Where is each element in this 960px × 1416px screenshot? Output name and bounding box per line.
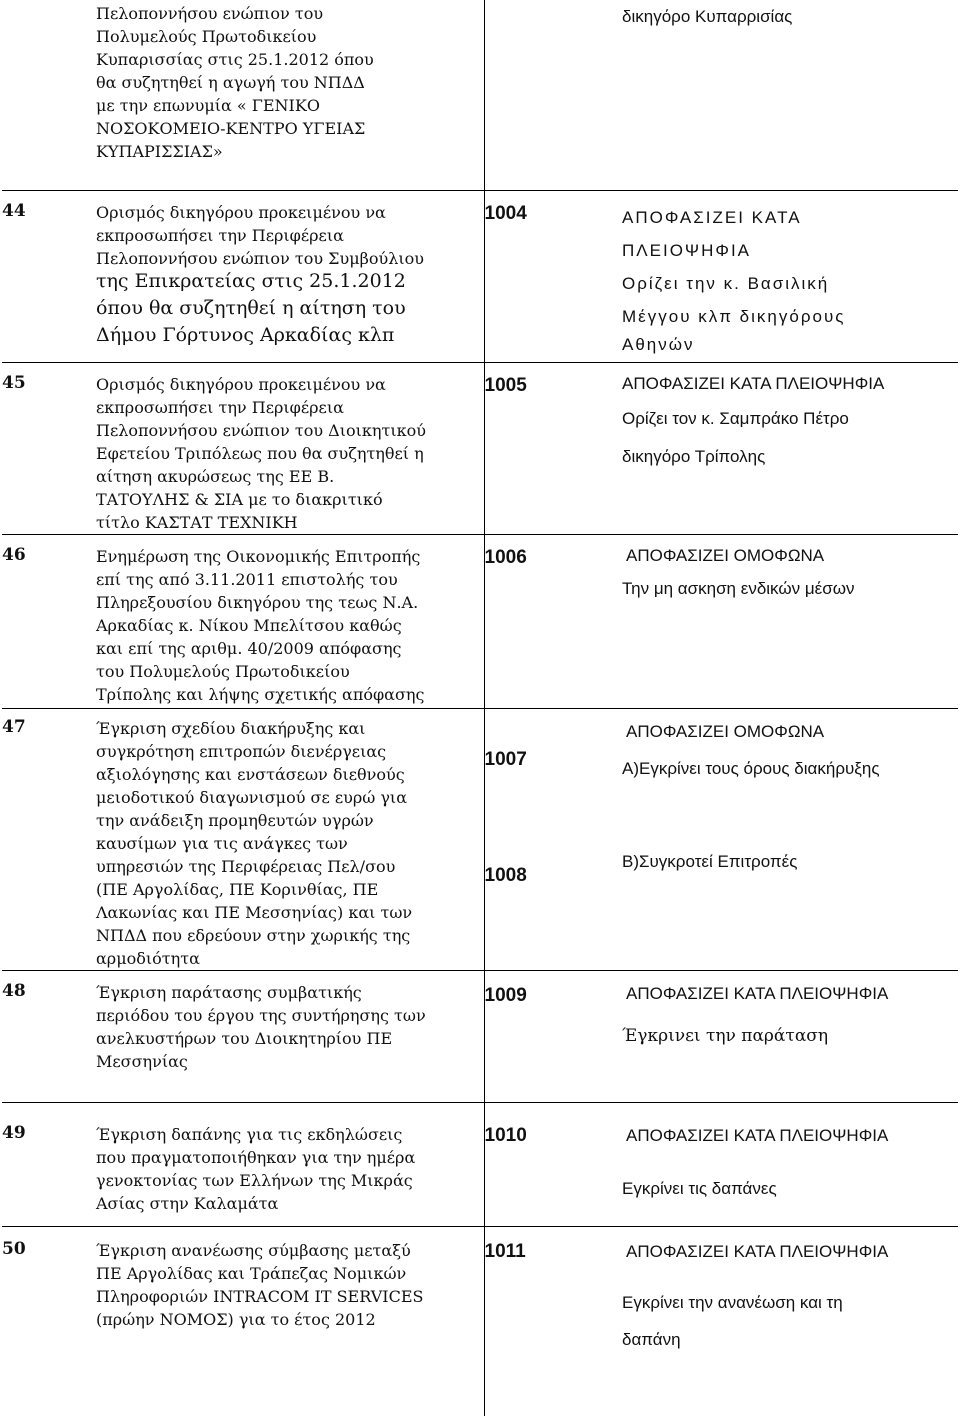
decision-number: 1006: [484, 534, 622, 708]
table-row: [2, 1226, 958, 1416]
item-number: 47: [2, 708, 96, 970]
result-cell: δικηγόρο Κυπαρρισίας: [622, 0, 958, 190]
table-row: [2, 0, 958, 190]
item-number: 44: [2, 190, 96, 362]
decision-number: [484, 0, 622, 190]
table-row: [2, 362, 958, 534]
subject-cell: Έγκριση δαπάνης για τις εκδηλώσεις που πραγματοποιήθηκαν για την ημέρα γενοκτονίας των Ελλήνων της Μικράς Ασίας στην Καλαμάτα: [96, 1102, 484, 1226]
subject-cell: Έγκριση σχεδίου διακήρυξης και συγκρότηση επιτροπών διενέργειας αξιολόγησης και ενστάσεων διεθνούς μειοδοτικού διαγωνισμού σε ευρώ για την ανάδειξη προμηθευτών υγρών καυσίμων για τις ανάγκες των υπηρεσιών της Περιφέρειας Πελ/σου (ΠΕ Αργολίδας, ΠΕ Κορινθίας, ΠΕ Λακωνίας και ΠΕ Μεσσηνίας) και των ΝΠΔΔ που εδρεύουν στην χωρικής της αρμοδιότητα: [96, 708, 484, 970]
decision-numbers: [484, 708, 622, 970]
subject-cell: Ορισμός δικηγόρου προκειμένου να εκπροσωπήσει την Περιφέρεια Πελοποννήσου ενώπιον του Διοικητικού Εφετείου Τριπόλεως που θα συζητηθεί η αίτηση ακυρώσεως της ΕΕ Β. ΤΑΤΟΥΛΗΣ & ΣΙΑ με το διακριτικό τίτλο ΚΑΣΤΑΤ ΤΕΧΝΙΚΗ: [96, 362, 484, 534]
decision-number: 1009: [484, 970, 622, 1102]
decision-number: 1010: [484, 1102, 622, 1226]
table-row: [2, 190, 958, 362]
table-row: [2, 534, 958, 708]
subject-cell: Έγκριση ανανέωσης σύμβασης μεταξύ ΠΕ Αργολίδας και Τράπεζας Νομικών Πληροφοριών INTRACOM IT SERVICES (πρώην ΝΟΜΟΣ) για το έτος 2012: [96, 1226, 484, 1416]
decision-number: 1004: [484, 190, 622, 362]
decision-number: 1005: [484, 362, 622, 534]
result-cell: ΑΠΟΦΑΣΙΖΕΙ ΟΜΟΦΩΝΑ Α)Εγκρίνει τους όρους διακήρυξης Β)Συγκροτεί Επιτροπές: [622, 708, 958, 970]
table-row: [2, 970, 958, 1102]
result-cell: ΑΠΟΦΑΣΙΖΕΙ ΚΑΤΑ ΠΛΕΙΟΨΗΦΙΑ Ορίζει την κ. Βασιλική Μέγγου κλπ δικηγόρους Αθηνών: [622, 190, 958, 362]
item-number: 48: [2, 970, 96, 1102]
subject-cell: Ορισμός δικηγόρου προκειμένου να εκπροσωπήσει την Περιφέρεια Πελοποννήσου ενώπιον του Συμβούλιου της Επικρατείας στις 25.1.2012 όπου θα συζητηθεί η αίτηση του Δήμου Γόρτυνος Αρκαδίας κλπ: [96, 190, 484, 362]
subject-cell: Ενημέρωση της Οικονομικής Επιτροπής επί της από 3.11.2011 επιστολής του Πληρεξουσίου δικηγόρου της τεως Ν.Α. Αρκαδίας κ. Νίκου Μπελίτσου καθώς και επί της αριθμ. 40/2009 απόφασης του Πολυμελούς Πρωτοδικείου Τρίπολης και λήψης σχετικής απόφασης: [96, 534, 484, 708]
result-cell: ΑΠΟΦΑΣΙΖΕΙ ΚΑΤΑ ΠΛΕΙΟΨΗΦΙΑ Ορίζει τον κ. Σαμπράκο Πέτρο δικηγόρο Τρίπολης: [622, 362, 958, 534]
item-number: 45: [2, 362, 96, 534]
result-cell: ΑΠΟΦΑΣΙΖΕΙ ΚΑΤΑ ΠΛΕΙΟΨΗΦΙΑ Έγκρινει την παράταση: [622, 970, 958, 1102]
subject-cell: Πελοποννήσου ενώπιον του Πολυμελούς Πρωτοδικείου Κυπαρισσίας στις 25.1.2012 όπου θα συζητηθεί η αγωγή του ΝΠΔΔ με την επωνυμία « ΓΕΝΙΚΟ ΝΟΣΟΚΟΜΕΙΟ-ΚΕΝΤΡΟ ΥΓΕΙΑΣ ΚΥΠΑΡΙΣΣΙΑΣ»: [96, 0, 484, 190]
result-cell: ΑΠΟΦΑΣΙΖΕΙ ΚΑΤΑ ΠΛΕΙΟΨΗΦΙΑ Εγκρίνει την ανανέωση και τη δαπάνη: [622, 1241, 889, 1349]
item-number: 49: [2, 1102, 96, 1226]
table-row: [2, 1102, 958, 1226]
item-number: [2, 0, 96, 190]
item-number: 50: [2, 1238, 26, 1259]
decision-number: 1011: [484, 1240, 526, 1262]
decisions-table: [2, 0, 958, 1416]
item-number: 46: [2, 534, 96, 708]
subject-cell: Έγκριση παράτασης συμβατικής περιόδου του έργου της συντήρησης των ανελκυστήρων του Διοικητηρίου ΠΕ Μεσσηνίας: [96, 970, 484, 1102]
table-row: [2, 708, 958, 970]
result-cell: ΑΠΟΦΑΣΙΖΕΙ ΚΑΤΑ ΠΛΕΙΟΨΗΦΙΑ Εγκρίνει τις δαπάνες: [622, 1102, 958, 1226]
decision-number-a: 1007: [484, 748, 527, 770]
result-cell: ΑΠΟΦΑΣΙΖΕΙ ΟΜΟΦΩΝΑ Την μη ασκηση ενδικών μέσων: [622, 534, 958, 708]
decision-number-b: 1008: [484, 864, 527, 886]
